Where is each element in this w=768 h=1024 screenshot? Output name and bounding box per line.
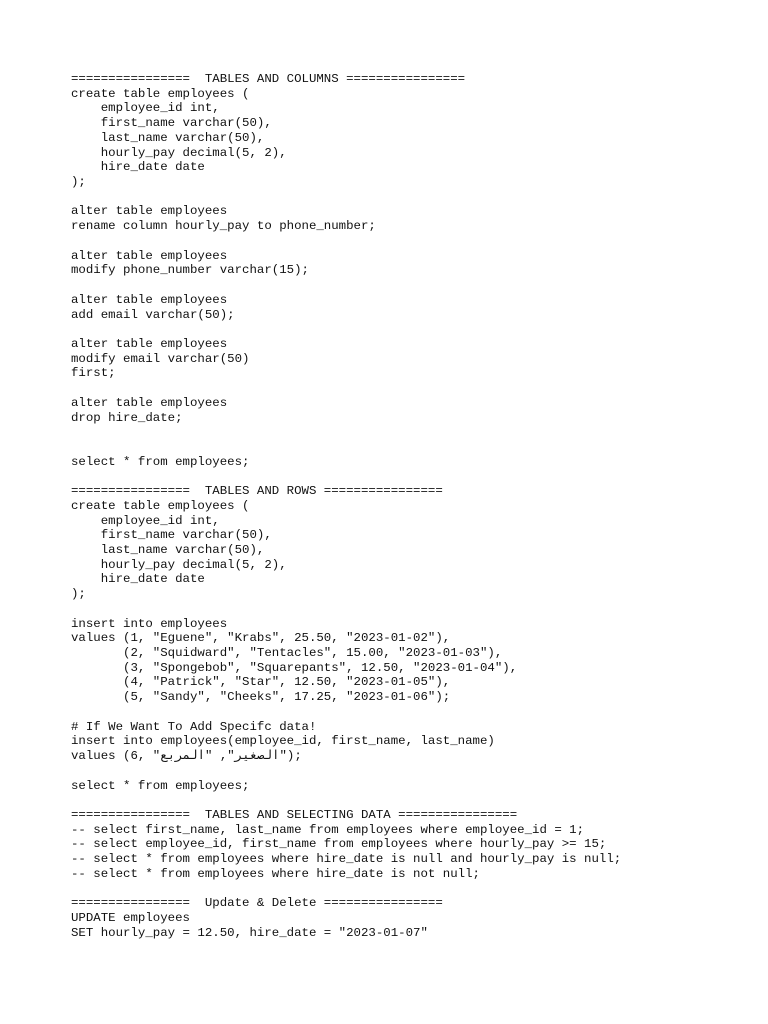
code-line [71,440,751,455]
code-line: alter table employees [71,336,228,351]
code-line [71,381,751,396]
code-line: alter table employees [71,204,228,219]
code-line: create table employees ( [71,86,250,101]
code-line: alter table employees [71,292,228,307]
sql-code-block [71,72,751,940]
code-line: select * from employees; [71,778,250,793]
code-line: modify phone_number varchar(15); [71,263,309,278]
code-line: select * from employees; [71,454,250,469]
code-line: ); [71,587,86,602]
code-line: create table employees ( [71,498,250,513]
code-line: hire_date date [71,160,205,175]
code-line: ================ TABLES AND ROWS ================ [71,484,443,499]
code-line [71,234,751,249]
code-line: last_name varchar(50), [71,130,265,145]
code-line: employee_id int, [71,513,220,528]
code-line: values (6, "الصغير", "المربع"); [71,749,302,764]
code-line: alter table employees [71,395,228,410]
code-line [71,764,751,779]
code-line [71,793,751,808]
code-line: (5, "Sandy", "Cheeks", 17.25, "2023-01-06"); [71,690,451,705]
code-line: ================ TABLES AND SELECTING DATA ================ [71,807,518,822]
code-line: insert into employees [71,616,228,631]
code-line: first_name varchar(50), [71,528,272,543]
code-line: drop hire_date; [71,410,183,425]
code-line: -- select * from employees where hire_date is not null; [71,866,480,881]
code-line: values (1, "Eguene", "Krabs", 25.50, "2023-01-02"), [71,631,451,646]
code-line: first; [71,366,116,381]
code-line: last_name varchar(50), [71,543,265,557]
code-line: insert into employees(employee_id, first_name, last_name) [71,734,495,749]
code-line: # If We Want To Add Specifc data! [71,719,317,734]
code-line: (2, "Squidward", "Tentacles", 15.00, "2023-01-03"), [71,646,503,661]
code-line: (3, "Spongebob", "Squarepants", 12.50, "2023-01-04"), [71,660,518,675]
code-line [71,190,751,205]
code-line: rename column hourly_pay to phone_number; [71,219,376,234]
code-line: -- select employee_id, first_name from employees where hourly_pay >= 15; [71,837,607,852]
code-line: ================ TABLES AND COLUMNS ================ [71,72,466,86]
code-line: (4, "Patrick", "Star", 12.50, "2023-01-05"), [71,675,451,690]
code-line: ); [71,175,86,190]
code-line: hourly_pay decimal(5, 2), [71,145,287,160]
code-line [71,705,751,720]
code-line [71,278,751,293]
code-line: modify email varchar(50) [71,351,250,366]
code-line [71,425,751,440]
code-line: employee_id int, [71,101,220,116]
code-line: SET hourly_pay = 12.50, hire_date = "2023-01-07" [71,925,428,940]
code-line [71,602,751,617]
code-line: hire_date date [71,572,205,587]
code-line: ================ Update & Delete ================ [71,896,443,911]
code-line: -- select first_name, last_name from employees where employee_id = 1; [71,822,585,837]
code-line [71,469,751,484]
code-line: UPDATE employees [71,910,190,925]
code-line [71,322,751,337]
code-line [71,882,751,897]
code-line: add email varchar(50); [71,307,235,322]
code-line: hourly_pay decimal(5, 2), [71,557,287,572]
code-line: -- select * from employees where hire_date is null and hourly_pay is null; [71,852,622,867]
code-line: first_name varchar(50), [71,116,272,131]
code-line: alter table employees [71,248,228,263]
